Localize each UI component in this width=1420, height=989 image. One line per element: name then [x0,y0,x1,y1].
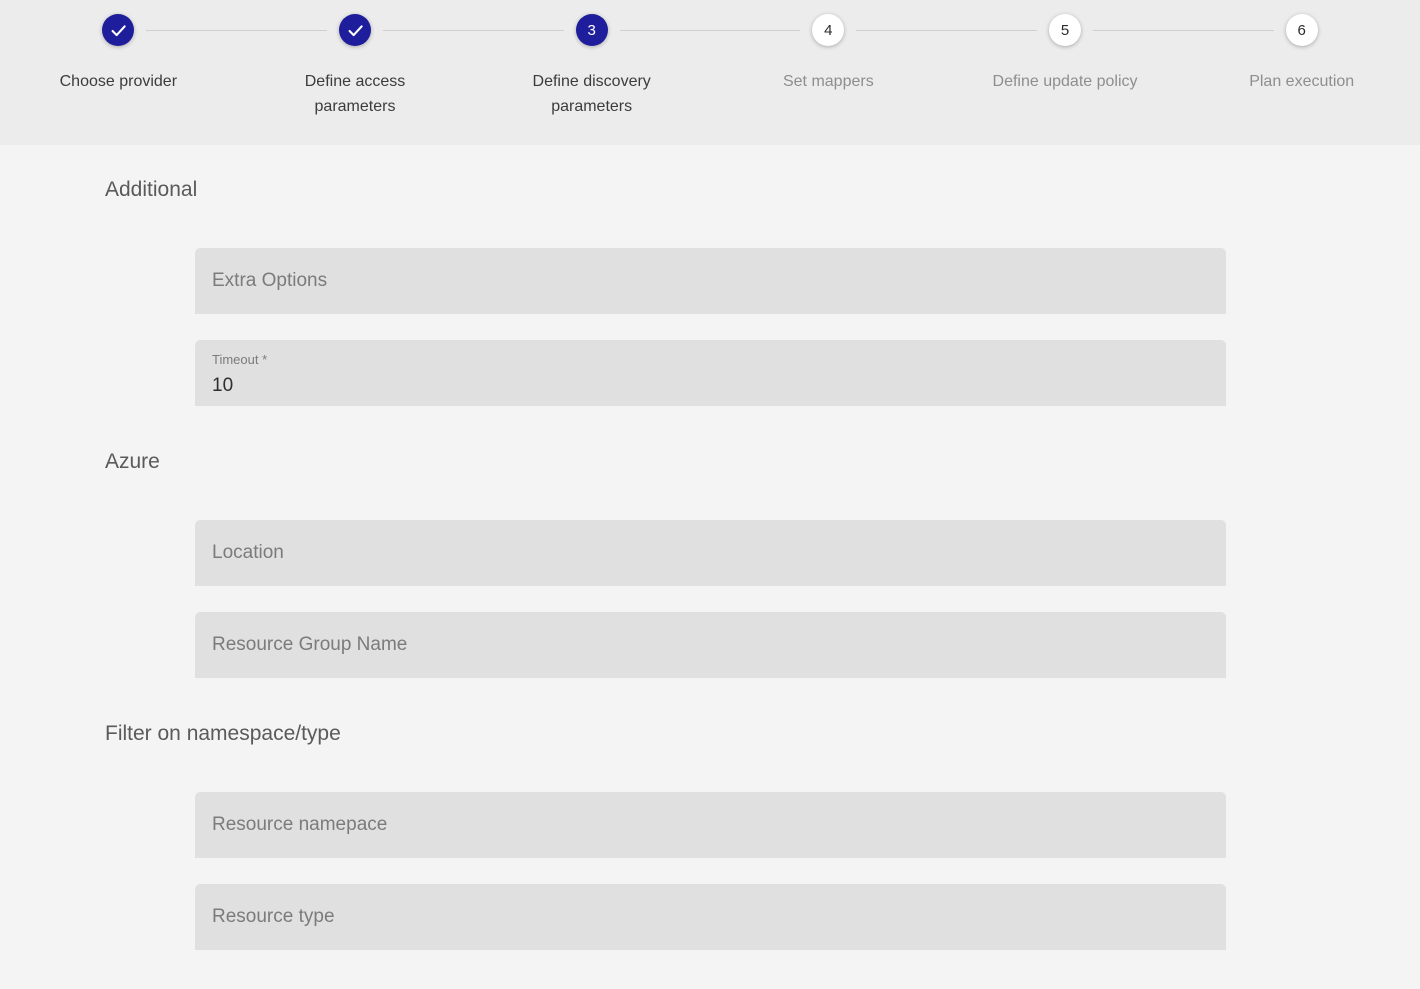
extra-options-field[interactable] [195,248,1226,314]
discovery-parameters-form [0,178,1420,980]
step-label: Set mappers [782,73,874,90]
section-fields-azure [195,520,1226,678]
resource-group-name-input[interactable] [195,612,1226,678]
wizard-stepper [0,0,1420,145]
step-number-badge: 5 [1049,14,1081,46]
resource-namespace-input[interactable] [195,792,1226,858]
step-number-badge: 3 [576,14,608,46]
check-icon [102,14,134,46]
section-heading-azure: Azure [105,450,160,473]
step-set-mappers[interactable] [710,14,947,145]
timeout-input[interactable] [195,340,1226,406]
section-fields-additional [195,248,1226,406]
timeout-field[interactable] [195,340,1226,406]
step-choose-provider[interactable] [0,14,237,145]
extra-options-input[interactable] [195,248,1226,314]
section-heading-filter-namespace-type: Filter on namespace/type [105,722,341,745]
step-number-badge: 4 [812,14,844,46]
resource-namespace-field[interactable] [195,792,1226,858]
location-field[interactable] [195,520,1226,586]
step-define-discovery-parameters[interactable] [473,14,710,145]
step-define-update-policy[interactable] [947,14,1184,145]
step-label: Define discovery parameters [532,73,651,115]
section-fields-filter [195,792,1226,950]
check-icon [339,14,371,46]
step-label: Choose provider [59,73,178,90]
step-label: Plan execution [1249,73,1355,90]
location-input[interactable] [195,520,1226,586]
resource-type-field[interactable] [195,884,1226,950]
timeout-label: Timeout * [212,352,268,367]
step-number-badge: 6 [1286,14,1318,46]
resource-group-name-field[interactable] [195,612,1226,678]
section-heading-additional: Additional [105,178,198,201]
resource-type-input[interactable] [195,884,1226,950]
step-label: Define access parameters [304,73,406,115]
step-plan-execution[interactable] [1183,14,1420,145]
step-define-access-parameters[interactable] [237,14,474,145]
step-label: Define update policy [992,73,1138,90]
